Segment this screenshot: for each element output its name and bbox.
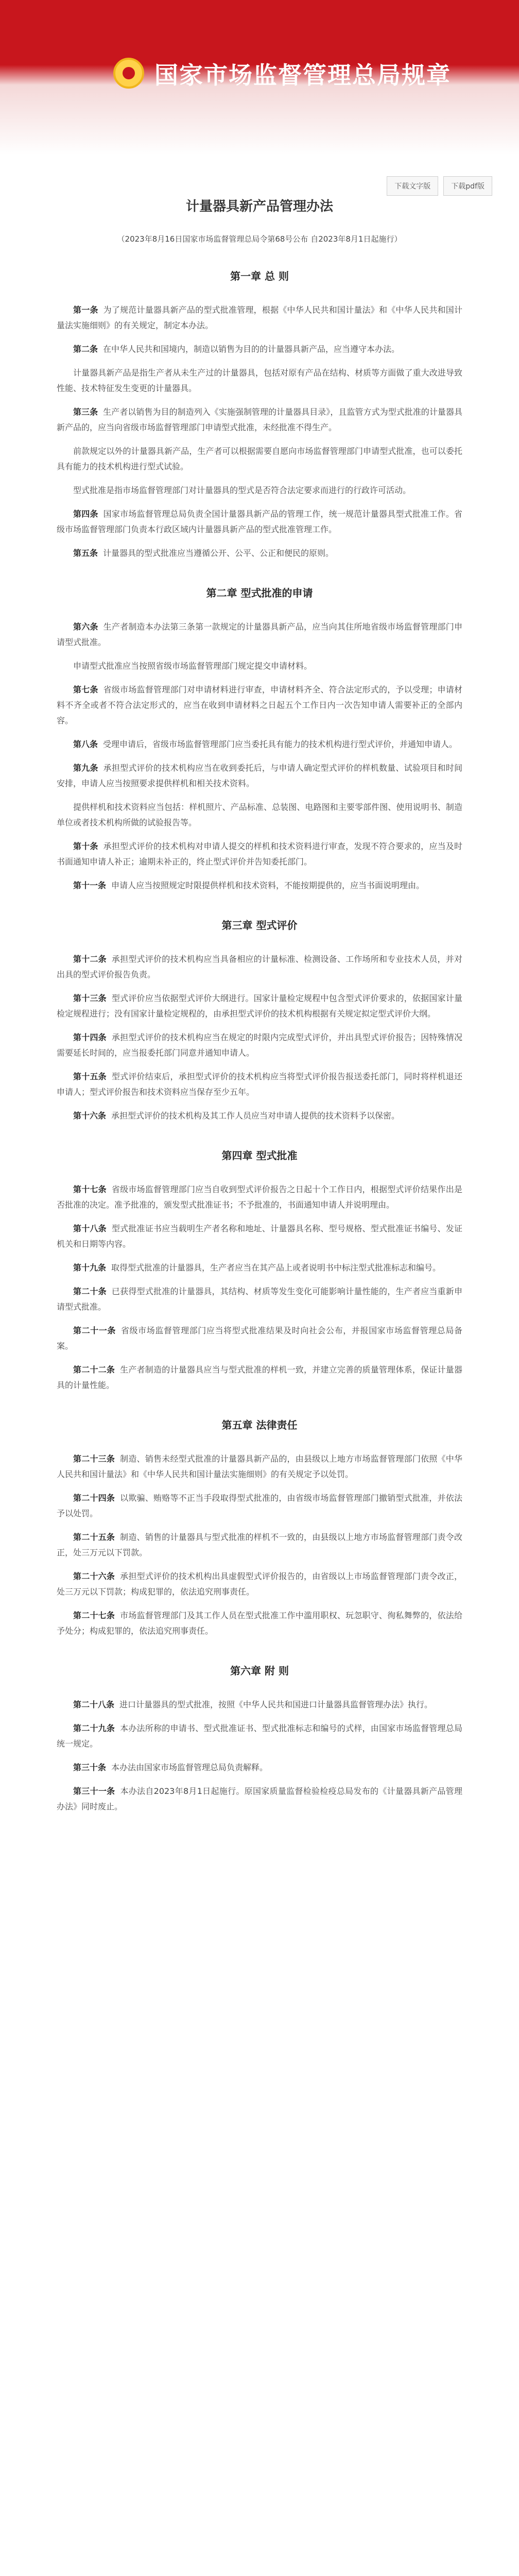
article-number: 第十条	[73, 841, 98, 851]
article-text: 承担型式评价的技术机构应当在规定的时限内完成型式评价，并出具型式评价报告；因特殊情况需要延长时间的，应当报委托部门同意并通知申请人。	[57, 1032, 462, 1058]
article-text: 在中华人民共和国境内，制造以销售为目的的计量器具新产品，应当遵守本办法。	[103, 344, 400, 354]
article-paragraph	[57, 1221, 462, 1252]
article-number: 第八条	[73, 739, 98, 749]
chapter-heading: 第二章 型式批准的申请	[206, 587, 313, 599]
article-paragraph	[57, 682, 462, 728]
article-text: 计量器具的型式批准应当遵循公开、公平、公正和便民的原则。	[103, 548, 334, 558]
article-number: 第三条	[73, 407, 98, 417]
download-toolbar	[387, 176, 492, 196]
article-number: 第二十条	[73, 1286, 107, 1296]
article-number: 第九条	[73, 763, 98, 773]
article-text: 国家市场监督管理总局负责全国计量器具新产品的管理工作，统一规范计量器具型式批准工作。省级市场监督管理部门负责本行政区域内计量器具新产品的型式批准管理工作。	[57, 509, 462, 534]
article-number: 第十七条	[73, 1184, 107, 1194]
article-text: 取得型式批准的计量器具，生产者应当在其产品上或者说明书中标注型式批准标志和编号。	[111, 1263, 441, 1273]
document-note: （2023年8月16日国家市场监督管理总局令第68号公布 自2023年8月1日起施行）	[117, 234, 402, 244]
article-paragraph	[57, 991, 462, 1022]
article-paragraph	[57, 737, 462, 752]
article-text: 省级市场监督管理部门应当将型式批准结果及时向社会公布，并报国家市场监督管理总局备案。	[57, 1326, 462, 1351]
article-text: 省级市场监督管理部门对申请材料进行审查，申请材料齐全、符合法定形式的，予以受理；申请材料不齐全或者不符合法定形式的，应当在收到申请材料之日起五个工作日内一次告知申请人需要补正的全部内容。	[57, 685, 462, 725]
article-number: 第二十五条	[73, 1532, 115, 1542]
article-number: 第二十一条	[73, 1326, 116, 1335]
article-text: 市场监督管理部门及其工作人员在型式批准工作中滥用职权、玩忽职守、徇私舞弊的，依法给予处分；构成犯罪的，依法追究刑事责任。	[57, 1611, 462, 1636]
article-paragraph	[57, 1760, 462, 1775]
article-text: 以欺骗、贿赂等不正当手段取得型式批准的，由省级市场监督管理部门撤销型式批准，并依法予以处罚。	[57, 1493, 462, 1518]
article-number: 第二条	[73, 344, 98, 354]
article-text: 承担型式评价的技术机构对申请人提交的样机和技术资料进行审查，发现不符合要求的，应当及时书面通知申请人补正；逾期未补正的，终止型式评价并告知委托部门。	[57, 841, 462, 867]
article-text: 制造、销售的计量器具与型式批准的样机不一致的，由县级以上地方市场监督管理部门责令改正，处三万元以下罚款。	[57, 1532, 462, 1557]
article-number: 第三十一条	[73, 1786, 115, 1796]
chapter-heading: 第六章 附 则	[230, 1665, 289, 1677]
article-number: 第十二条	[73, 954, 107, 964]
article-number: 第二十七条	[73, 1611, 115, 1620]
article-text: 承担型式评价的技术机构应当在收到委托后，与申请人确定型式评价的样机数量、试验项目和时间安排，申请人应当按照要求提供样机和相关技术资料。	[57, 763, 462, 788]
article-paragraph	[57, 546, 462, 561]
article-number: 第二十二条	[73, 1365, 115, 1375]
article-paragraph	[57, 1182, 462, 1213]
article-text: 生产者以销售为目的制造列入《实施强制管理的计量器具目录》，且监管方式为型式批准的计量器具新产品的，应当向省级市场监督管理部门申请型式批准，未经批准不得生产。	[57, 407, 462, 432]
article-paragraph	[57, 1784, 462, 1815]
site-title: 国家市场监督管理总局规章	[154, 61, 451, 89]
article-paragraph	[57, 839, 462, 870]
article-text: 提供样机和技术资料应当包括：样机照片、产品标准、总装图、电路图和主要零部件图、使用说明书、制造单位或者技术机构所做的试验报告等。	[57, 802, 462, 827]
article-text: 生产者制造的计量器具应当与型式批准的样机一致，并建立完善的质量管理体系，保证计量器具的计量性能。	[57, 1365, 462, 1390]
article-text: 承担型式评价的技术机构应当具备相应的计量标准、检测设备、工作场所和专业技术人员，并对出具的型式评价报告负责。	[57, 954, 462, 979]
article-number: 第十五条	[73, 1072, 107, 1081]
article-text: 为了规范计量器具新产品的型式批准管理，根据《中华人民共和国计量法》和《中华人民共和国计量法实施细则》的有关规定，制定本办法。	[57, 305, 462, 330]
national-emblem-icon	[113, 58, 144, 89]
article-paragraph	[57, 483, 462, 498]
article-number: 第十四条	[73, 1032, 107, 1042]
article-text: 进口计量器具的型式批准，按照《中华人民共和国进口计量器具监督管理办法》执行。	[119, 1700, 433, 1709]
chapters	[57, 268, 462, 1815]
article-paragraph	[57, 1530, 462, 1561]
article-paragraph	[57, 1569, 462, 1600]
article-text: 制造、销售未经型式批准的计量器具新产品的，由县级以上地方市场监督管理部门依照《中华人民共和国计量法》和《中华人民共和国计量法实施细则》的有关规定予以处罚。	[57, 1454, 462, 1479]
article-paragraph	[57, 1697, 462, 1713]
article-paragraph	[57, 444, 462, 474]
article-number: 第十一条	[73, 880, 107, 890]
article-number: 第六条	[73, 622, 98, 632]
article-number: 第一条	[73, 305, 98, 315]
article-paragraph	[57, 404, 462, 435]
article-text: 型式批准证书应当载明生产者名称和地址、计量器具名称、型号规格、型式批准证书编号、发证机关和日期等内容。	[57, 1224, 462, 1249]
article-paragraph	[57, 1069, 462, 1100]
chapter-heading: 第四章 型式批准	[221, 1149, 298, 1162]
article-text: 受理申请后，省级市场监督管理部门应当委托具有能力的技术机构进行型式评价，并通知申请人。	[103, 739, 458, 749]
download-pdf-button[interactable]: 下载pdf版	[443, 176, 492, 196]
article-text: 承担型式评价的技术机构出具虚假型式评价报告的，由省级以上市场监督管理部门责令改正，处三万元以下罚款；构成犯罪的，依法追究刑事责任。	[57, 1571, 462, 1597]
article-paragraph	[57, 1608, 462, 1639]
article-paragraph	[57, 1260, 462, 1276]
article-number: 第二十九条	[73, 1723, 115, 1733]
article-paragraph	[57, 878, 462, 893]
chapter-heading: 第三章 型式评价	[221, 919, 298, 931]
article-text: 前款规定以外的计量器具新产品，生产者可以根据需要自愿向市场监督管理部门申请型式批准，也可以委托具有能力的技术机构进行型式试验。	[57, 446, 462, 471]
article-paragraph	[57, 800, 462, 831]
article-text: 本办法所称的申请书、型式批准证书、型式批准标志和编号的式样，由国家市场监督管理总局统一规定。	[57, 1723, 462, 1749]
article-paragraph	[57, 302, 462, 333]
article-number: 第十三条	[73, 993, 107, 1003]
article-paragraph	[57, 1108, 462, 1124]
article-paragraph	[57, 1284, 462, 1315]
document-title: 计量器具新产品管理办法	[185, 199, 333, 214]
article-text: 省级市场监督管理部门应当自收到型式评价报告之日起十个工作日内，根据型式评价结果作出是否批准的决定。准予批准的，颁发型式批准证书；不予批准的，书面通知申请人并说明理由。	[57, 1184, 462, 1210]
article-text: 型式评价应当依据型式评价大纲进行。国家计量检定规程中包含型式评价要求的，依据国家计量检定规程进行；没有国家计量检定规程的，由承担型式评价的技术机构根据有关规定拟定型式评价大纲。	[57, 993, 462, 1019]
article-text: 申请人应当按照规定时限提供样机和技术资料，不能按期提供的，应当书面说明理由。	[111, 880, 425, 890]
chapter-heading: 第一章 总 则	[230, 270, 289, 282]
article-paragraph	[57, 365, 462, 396]
article-paragraph	[57, 952, 462, 982]
article-text: 本办法自2023年8月1日起施行。原国家质量监督检验检疫总局发布的《计量器具新产品管理办法》同时废止。	[57, 1786, 462, 1811]
article-paragraph	[57, 1323, 462, 1354]
article-number: 第三十条	[73, 1762, 107, 1772]
article-paragraph	[57, 760, 462, 791]
article-number: 第二十四条	[73, 1493, 115, 1503]
article-text: 申请型式批准应当按照省级市场监督管理部门规定提交申请材料。	[73, 661, 313, 671]
article-text: 承担型式评价的技术机构及其工作人员应当对申请人提供的技术资料予以保密。	[111, 1111, 400, 1121]
article-number: 第十八条	[73, 1224, 107, 1233]
article-number: 第七条	[73, 685, 98, 694]
article-text: 生产者制造本办法第三条第一款规定的计量器具新产品，应当向其住所地省级市场监督管理部门申请型式批准。	[57, 622, 462, 647]
chapter-heading: 第五章 法律责任	[221, 1419, 298, 1431]
article-paragraph	[57, 1451, 462, 1482]
article-text: 本办法由国家市场监督管理总局负责解释。	[111, 1762, 268, 1772]
header-banner	[0, 0, 519, 155]
article-paragraph	[57, 1490, 462, 1521]
article-paragraph	[57, 619, 462, 650]
article-number: 第二十三条	[73, 1454, 115, 1464]
article-text: 型式批准是指市场监督管理部门对计量器具的型式是否符合法定要求而进行的行政许可活动。	[73, 485, 411, 495]
article-paragraph	[57, 1721, 462, 1752]
article-number: 第五条	[73, 548, 98, 558]
article-paragraph	[57, 1030, 462, 1061]
article-text: 已获得型式批准的计量器具，其结构、材质等发生变化可能影响计量性能的，生产者应当重新申请型式批准。	[57, 1286, 462, 1312]
download-text-button[interactable]: 下载文字版	[387, 176, 438, 196]
article-number: 第十九条	[73, 1263, 107, 1273]
article-paragraph	[57, 342, 462, 357]
article-text: 型式评价结束后，承担型式评价的技术机构应当将型式评价报告报送委托部门，同时将样机退还申请人；型式评价报告和技术资料应当保存至少五年。	[57, 1072, 462, 1097]
article-number: 第四条	[73, 509, 98, 519]
article-text: 计量器具新产品是指生产者从未生产过的计量器具，包括对原有产品在结构、材质等方面做了重大改进导致性能、技术特征发生变更的计量器具。	[57, 368, 462, 393]
article-number: 第二十六条	[73, 1571, 115, 1581]
article-paragraph	[57, 1362, 462, 1393]
article-number: 第十六条	[73, 1111, 107, 1121]
article-paragraph	[57, 506, 462, 537]
article-number: 第二十八条	[73, 1700, 115, 1709]
article-paragraph	[57, 658, 462, 674]
document	[57, 196, 462, 1823]
